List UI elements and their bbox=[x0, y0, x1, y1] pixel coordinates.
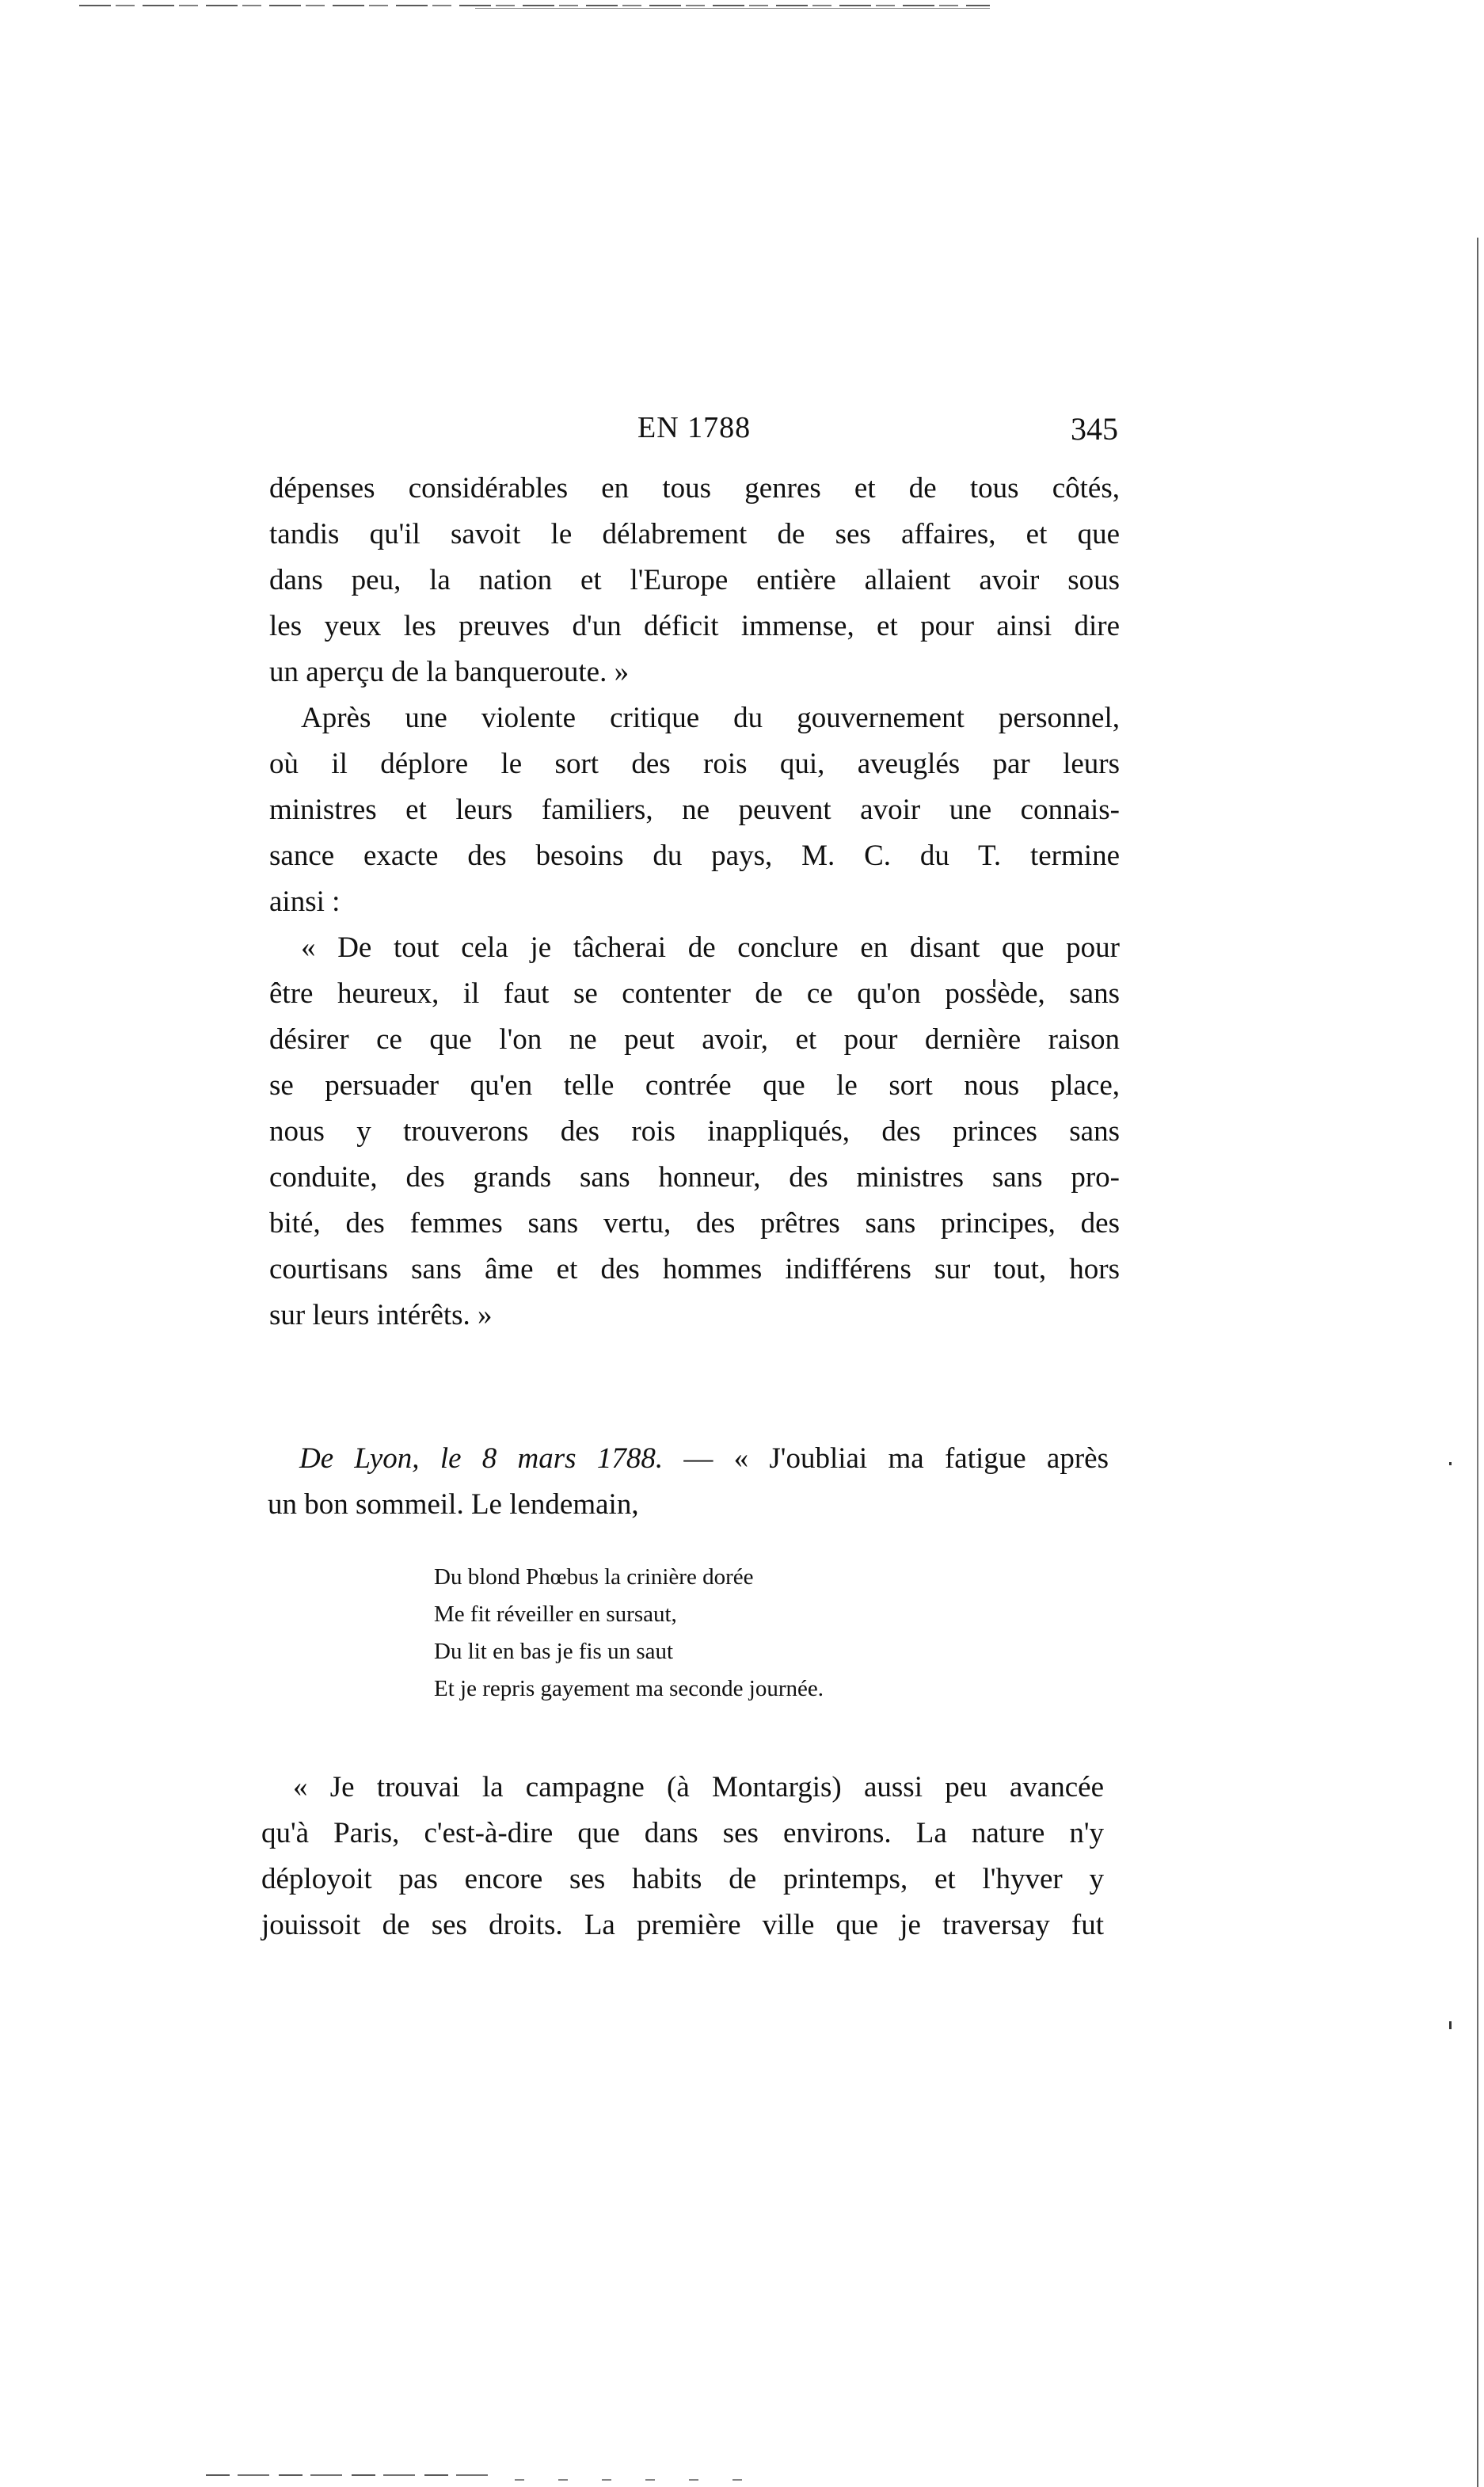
text-line: ministres et leurs familiers, ne peuvent avoir une connais- bbox=[269, 794, 1120, 826]
text-line: sance exacte des besoins du pays, M. C. du T. termine bbox=[269, 840, 1120, 872]
verse-line: Du lit en bas je fis un saut bbox=[434, 1639, 674, 1664]
scan-edge-bottom bbox=[206, 2474, 491, 2476]
text-line: « Je trouvai la campagne (à Montargis) aussi peu avancée bbox=[293, 1771, 1104, 1803]
dateline: De Lyon, le 8 mars 1788. bbox=[299, 1442, 664, 1475]
verse-line: Et je repris gayement ma seconde journée. bbox=[434, 1676, 824, 1701]
text-block-lyon-entry bbox=[268, 1436, 1109, 1528]
text-line: courtisans sans âme et des hommes indifférens sur tout, hors bbox=[269, 1253, 1120, 1285]
verse-quote bbox=[434, 1559, 824, 1708]
text-line: qu'à Paris, c'est-à-dire que dans ses environs. La nature n'y bbox=[261, 1817, 1104, 1849]
text-line: se persuader qu'en telle contrée que le sort nous place, bbox=[269, 1069, 1120, 1102]
text-line: ainsi : bbox=[269, 885, 341, 918]
text-line: un aperçu de la banqueroute. » bbox=[269, 656, 630, 688]
page-number: 345 bbox=[1071, 411, 1118, 447]
text-line: nous y trouverons des rois inappliqués, des princes sans bbox=[269, 1115, 1120, 1148]
text-line: jouissoit de ses droits. La première ville que je traversay fut bbox=[261, 1909, 1104, 1941]
verse-line: Du blond Phœbus la crinière dorée bbox=[434, 1564, 754, 1590]
text-line: sur leurs intérêts. » bbox=[269, 1299, 493, 1331]
scan-edge-right bbox=[1477, 238, 1478, 2487]
text-line: les yeux les preuves d'un déficit immense, et pour ainsi dire bbox=[269, 610, 1120, 642]
text-line: tandis qu'il savoit le délabrement de ses affaires, et que bbox=[269, 518, 1120, 550]
paragraph-critique bbox=[269, 695, 1120, 925]
text-line: désirer ce que l'on ne peut avoir, et pour dernière raison bbox=[269, 1023, 1120, 1056]
text-line: « De tout cela je tâcherai de conclure en disant que pour bbox=[301, 931, 1120, 964]
paragraph-lyon bbox=[268, 1436, 1109, 1528]
scan-edge-top-secondary bbox=[475, 8, 990, 9]
text-fragment: — « J'oubliai ma fatigue après bbox=[663, 1442, 1109, 1475]
text-line: déployoit pas encore ses habits de printemps, et l'hyver y bbox=[261, 1863, 1104, 1895]
running-head: EN 1788 bbox=[637, 411, 752, 444]
text-line: où il déplore le sort des rois qui, aveuglés par leurs bbox=[269, 748, 1120, 780]
scan-edge-top bbox=[79, 5, 990, 6]
paragraph-deficit bbox=[269, 466, 1120, 695]
text-line bbox=[268, 1436, 1109, 1482]
paragraph-montargis bbox=[261, 1765, 1104, 1948]
text-line: bité, des femmes sans vertu, des prêtres sans principes, des bbox=[269, 1207, 1120, 1240]
scan-edge-bottom-secondary bbox=[515, 2479, 768, 2481]
paragraph-quote-conclusion bbox=[269, 925, 1120, 1339]
text-line: dans peu, la nation et l'Europe entière allaient avoir sous bbox=[269, 564, 1120, 596]
text-block-montargis bbox=[261, 1765, 1104, 1948]
text-line: conduite, des grands sans honneur, des ministres sans pro- bbox=[269, 1161, 1120, 1194]
scan-speck bbox=[1449, 2021, 1452, 2029]
text-line: Après une violente critique du gouvernement personnel, bbox=[301, 702, 1120, 734]
text-block-upper bbox=[269, 466, 1120, 1339]
text-line: dépenses considérables en tous genres et de tous côtés, bbox=[269, 472, 1120, 505]
text-line: un bon sommeil. Le lendemain, bbox=[268, 1488, 639, 1521]
scan-speck bbox=[1449, 1462, 1452, 1465]
verse-line: Me fit réveiller en sursaut, bbox=[434, 1602, 677, 1627]
text-line: être heureux, il faut se contenter de ce qu'on possède, sans bbox=[269, 977, 1120, 1010]
